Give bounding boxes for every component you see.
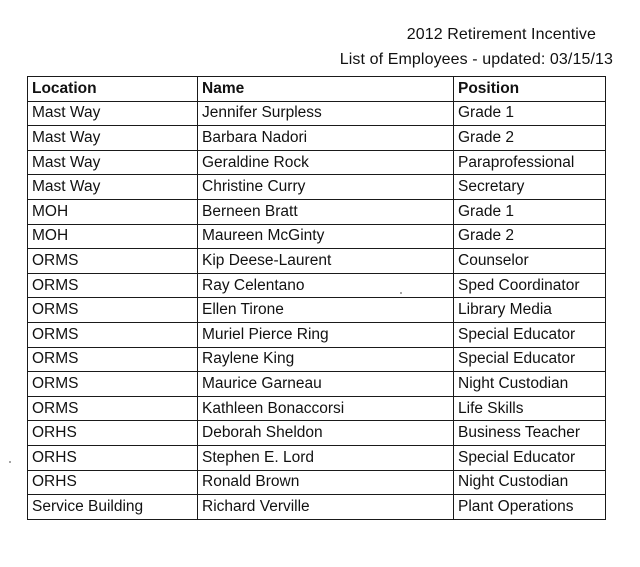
cell-location: Mast Way xyxy=(28,175,198,200)
table-row xyxy=(28,126,606,151)
cell-location: ORMS xyxy=(28,273,198,298)
cell-name: Deborah Sheldon xyxy=(198,421,454,446)
cell-position: Counselor xyxy=(454,249,606,274)
cell-location: Mast Way xyxy=(28,150,198,175)
column-header-position: Position xyxy=(454,77,606,102)
cell-name: Berneen Bratt xyxy=(198,199,454,224)
table-row xyxy=(28,495,606,520)
cell-name: Ray Celentano xyxy=(198,273,454,298)
cell-location: Mast Way xyxy=(28,101,198,126)
table-row xyxy=(28,273,606,298)
cell-position: Night Custodian xyxy=(454,470,606,495)
table-row xyxy=(28,101,606,126)
cell-name: Ronald Brown xyxy=(198,470,454,495)
table-row xyxy=(28,150,606,175)
cell-location: Mast Way xyxy=(28,126,198,151)
cell-position: Night Custodian xyxy=(454,372,606,397)
cell-position: Business Teacher xyxy=(454,421,606,446)
table-row xyxy=(28,322,606,347)
cell-position: Grade 2 xyxy=(454,224,606,249)
cell-location: MOH xyxy=(28,224,198,249)
document-header xyxy=(340,22,613,72)
cell-position: Special Educator xyxy=(454,445,606,470)
table-row xyxy=(28,347,606,372)
cell-name: Kip Deese-Laurent xyxy=(198,249,454,274)
cell-name: Jennifer Surpless xyxy=(198,101,454,126)
cell-location: ORMS xyxy=(28,298,198,323)
cell-position: Plant Operations xyxy=(454,495,606,520)
cell-position: Library Media xyxy=(454,298,606,323)
cell-position: Special Educator xyxy=(454,322,606,347)
table-row xyxy=(28,298,606,323)
table-row xyxy=(28,421,606,446)
cell-name: Maurice Garneau xyxy=(198,372,454,397)
cell-location: ORMS xyxy=(28,322,198,347)
cell-name: Kathleen Bonaccorsi xyxy=(198,396,454,421)
cell-position: Sped Coordinator xyxy=(454,273,606,298)
table-row xyxy=(28,470,606,495)
table-row xyxy=(28,445,606,470)
scan-speck xyxy=(400,292,402,294)
table-row xyxy=(28,396,606,421)
cell-location: ORMS xyxy=(28,396,198,421)
cell-name: Maureen McGinty xyxy=(198,224,454,249)
cell-name: Richard Verville xyxy=(198,495,454,520)
cell-name: Ellen Tirone xyxy=(198,298,454,323)
table-row xyxy=(28,249,606,274)
cell-location: ORHS xyxy=(28,470,198,495)
column-header-name: Name xyxy=(198,77,454,102)
cell-name: Barbara Nadori xyxy=(198,126,454,151)
document-subtitle: List of Employees - updated: 03/15/13 xyxy=(339,51,613,68)
cell-location: ORHS xyxy=(28,445,198,470)
cell-location: ORMS xyxy=(28,347,198,372)
cell-position: Special Educator xyxy=(454,347,606,372)
cell-position: Grade 1 xyxy=(454,101,606,126)
table-row xyxy=(28,224,606,249)
employee-table-body xyxy=(28,101,606,519)
cell-location: ORHS xyxy=(28,421,198,446)
cell-position: Life Skills xyxy=(454,396,606,421)
table-row xyxy=(28,199,606,224)
document-title: 2012 Retirement Incentive xyxy=(406,26,596,43)
table-row xyxy=(28,372,606,397)
cell-location: Service Building xyxy=(28,495,198,520)
table-header-row xyxy=(28,77,606,102)
table-row xyxy=(28,175,606,200)
cell-name: Raylene King xyxy=(198,347,454,372)
cell-name: Geraldine Rock xyxy=(198,150,454,175)
employee-table xyxy=(27,76,606,520)
cell-position: Grade 1 xyxy=(454,199,606,224)
scan-speck xyxy=(9,461,11,463)
column-header-location: Location xyxy=(28,77,198,102)
cell-location: MOH xyxy=(28,199,198,224)
cell-position: Secretary xyxy=(454,175,606,200)
cell-location: ORMS xyxy=(28,372,198,397)
cell-name: Stephen E. Lord xyxy=(198,445,454,470)
cell-position: Paraprofessional xyxy=(454,150,606,175)
cell-name: Muriel Pierce Ring xyxy=(198,322,454,347)
cell-name: Christine Curry xyxy=(198,175,454,200)
cell-position: Grade 2 xyxy=(454,126,606,151)
cell-location: ORMS xyxy=(28,249,198,274)
